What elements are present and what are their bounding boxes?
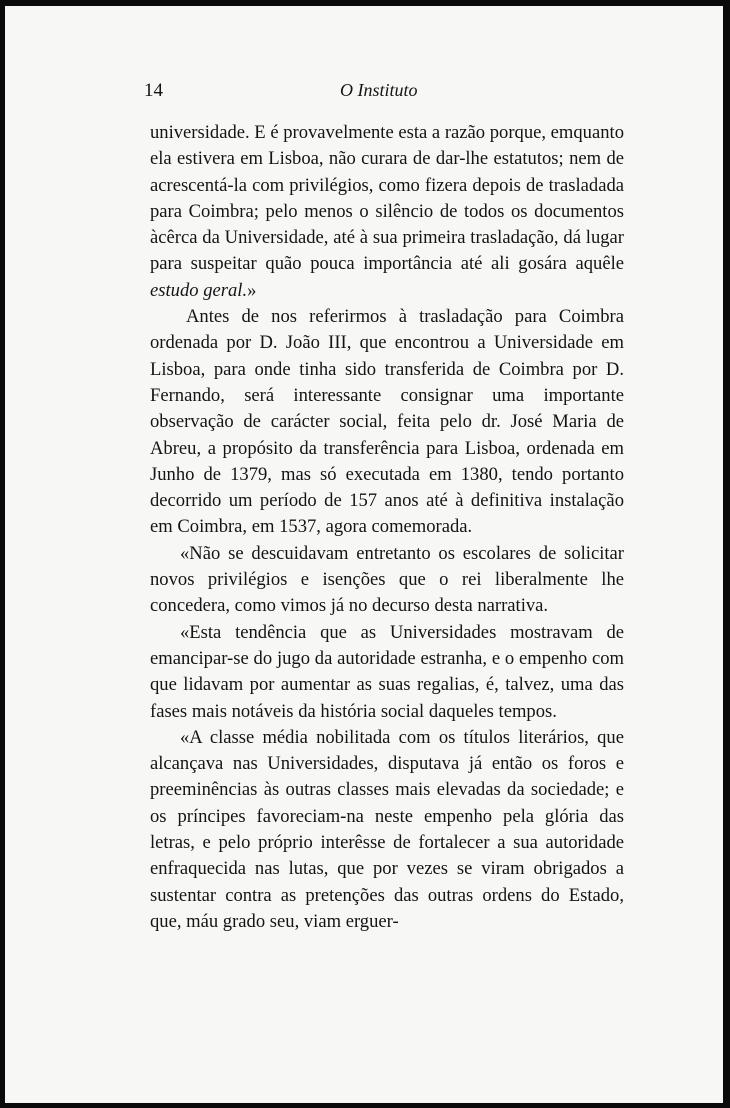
scan-border-bottom bbox=[0, 1103, 730, 1108]
body-text bbox=[150, 120, 624, 935]
quoted-paragraph: «A classe média nobilitada com os títulos literários, que alcançava nas Universidades, disputava já então os foros e preeminências às outras classes mais elevadas da sociedade; e os príncipes favoreciam-na neste empenho pela glória das letras, e pelo próprio interêsse de fortalecer a sua autoridade enfraquecida nas lutas, que por vezes se viram obrigados a sustentar contra as pretenções das outras ordens do Estado, que, máu grado seu, viam erguer- bbox=[150, 726, 624, 932]
paragraph-text: universidade. E é provavelmente esta a razão porque, emquanto ela estivera em Lisboa, não curara de dar-lhe estatutos; nem de acrescentá-la com privilégios, como fizera depois de trasladada para Coimbra; pelo menos o silêncio de todos os documentos àcêrca da Universidade, até à sua primeira trasladação, dá lugar para suspeitar quão pouca importância até ali gosára aquêle bbox=[150, 122, 624, 275]
quoted-paragraph: «Esta tendência que as Universidades mostravam de emancipar-se do jugo da autoridade estranha, e o empenho com que lidavam por aumentar as suas regalias, é, talvez, uma das fases mais notáveis da história social daqueles tempos. bbox=[150, 621, 624, 722]
emphasis-text: estudo geral. bbox=[150, 279, 248, 301]
scan-border-right bbox=[723, 0, 730, 1108]
scan-border-top bbox=[0, 0, 730, 6]
quoted-paragraph: «Não se descuidavam entretanto os escolares de solicitar novos privilégios e isenções que o rei liberalmente lhe concedera, como vimos já no decurso desta narrativa. bbox=[150, 542, 624, 617]
scan-border-left bbox=[0, 0, 5, 1108]
running-title: O Instituto bbox=[340, 80, 418, 100]
paragraph-continuation bbox=[150, 120, 624, 304]
page-number: 14 bbox=[144, 80, 163, 101]
paragraph: Antes de nos referirmos à trasladação para Coimbra ordenada por D. João III, que encontrou a Universidade em Lisboa, para onde tinha sido transferida de Coimbra por D. Fernando, será interessante consignar uma importante observação de carácter social, feita pelo dr. José Maria de Abreu, a propósito da transferência para Lisboa, ordenada em Junho de 1379, mas só executada em 1380, tendo portanto decorrido um período de 157 anos até à definitiva instalação em Coimbra, em 1537, agora comemorada. bbox=[150, 306, 624, 538]
page-header bbox=[144, 80, 624, 108]
closing-quote: » bbox=[247, 279, 257, 301]
